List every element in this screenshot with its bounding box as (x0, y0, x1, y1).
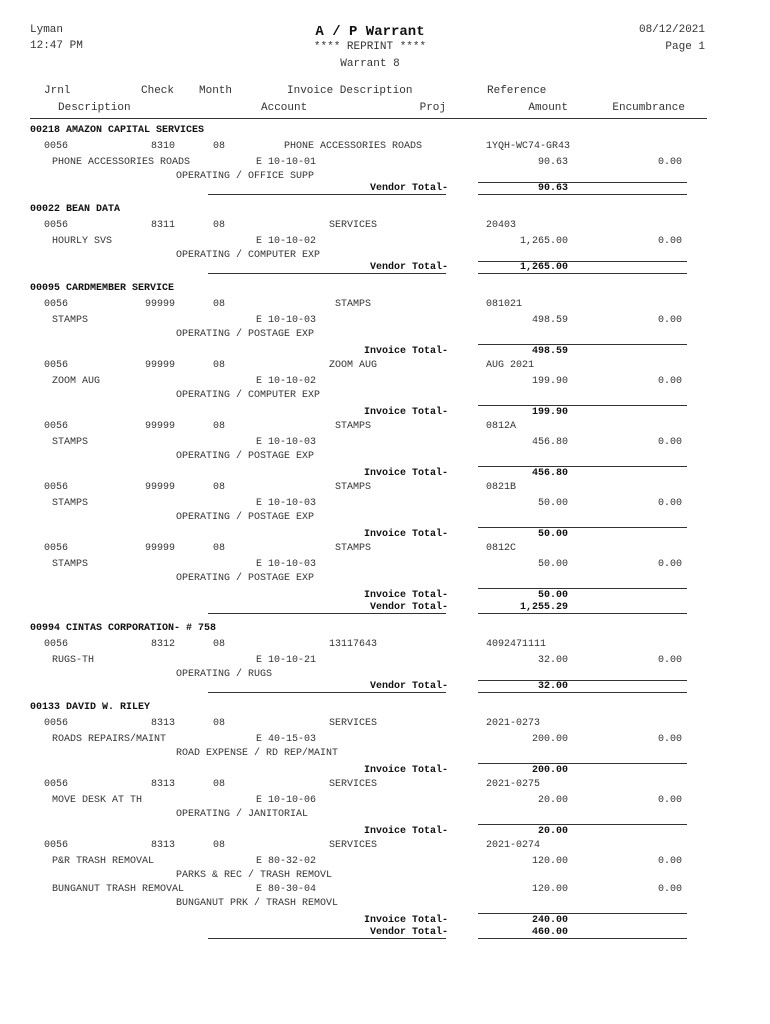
invoice-reference: 0821B (486, 482, 517, 493)
vendor-total-amount: 90.63 (537, 183, 568, 194)
line-amount: 90.63 (537, 157, 568, 168)
line-account: E 10-10-01 (256, 157, 317, 168)
invoice-month: 08 (213, 639, 226, 650)
invoice-month: 08 (213, 220, 226, 231)
col-description: Description (58, 102, 131, 114)
invoice-check: 8313 (150, 779, 175, 790)
invoice-total-label: Invoice Total- (363, 590, 448, 601)
invoice-month: 08 (213, 360, 226, 371)
invoice-jrnl: 0056 (44, 299, 69, 310)
line-amount: 199.90 (531, 376, 568, 387)
invoice-jrnl: 0056 (44, 360, 69, 371)
line-encumbrance: 0.00 (657, 498, 682, 509)
line-account-description: BUNGANUT PRK / TRASH REMOVL (176, 898, 339, 909)
line-description: STAMPS (52, 437, 89, 448)
invoice-total-label: Invoice Total- (363, 915, 448, 926)
vendor-name: 00095 CARDMEMBER SERVICE (30, 283, 175, 294)
vendor-total-amount: 1,255.29 (519, 602, 568, 613)
invoice-total-label: Invoice Total- (363, 765, 448, 776)
invoice-month: 08 (213, 543, 226, 554)
line-description: P&R TRASH REMOVAL (52, 856, 155, 867)
line-account: E 40-15-03 (256, 734, 317, 745)
invoice-check: 8310 (150, 141, 175, 152)
line-amount: 20.00 (537, 795, 568, 806)
invoice-total-divider (478, 913, 687, 914)
header-divider (30, 118, 707, 119)
invoice-description: STAMPS (334, 482, 371, 493)
line-encumbrance: 0.00 (657, 437, 682, 448)
invoice-total-label: Invoice Total- (363, 407, 448, 418)
line-encumbrance: 0.00 (657, 157, 682, 168)
line-encumbrance: 0.00 (657, 559, 682, 570)
invoice-month: 08 (213, 299, 226, 310)
invoice-total-divider (478, 466, 687, 467)
invoice-description: SERVICES (328, 220, 377, 231)
invoice-month: 08 (213, 421, 226, 432)
col-month: Month (199, 85, 233, 97)
invoice-description: ZOOM AUG (328, 360, 377, 371)
print-time: 12:47 PM (30, 40, 83, 52)
invoice-total-amount: 456.80 (531, 468, 568, 479)
line-encumbrance: 0.00 (657, 795, 682, 806)
invoice-month: 08 (213, 718, 226, 729)
col-amount: Amount (528, 102, 568, 114)
line-encumbrance: 0.00 (657, 376, 682, 387)
line-account-description: OPERATING / POSTAGE EXP (176, 451, 315, 462)
invoice-check: 99999 (144, 360, 175, 371)
invoice-jrnl: 0056 (44, 141, 69, 152)
vendor-name: 00133 DAVID W. RILEY (30, 702, 151, 713)
invoice-reference: 20403 (486, 220, 517, 231)
line-encumbrance: 0.00 (657, 884, 682, 895)
line-description: STAMPS (52, 559, 89, 570)
col-proj: Proj (419, 102, 446, 114)
line-description: HOURLY SVS (52, 236, 113, 247)
line-description: ZOOM AUG (52, 376, 101, 387)
report-title: A / P Warrant (315, 24, 425, 40)
line-amount: 50.00 (537, 498, 568, 509)
line-account-description: OPERATING / JANITORIAL (176, 809, 309, 820)
vendor-total-label: Vendor Total- (369, 681, 448, 692)
invoice-description: SERVICES (328, 718, 377, 729)
line-account: E 10-10-06 (256, 795, 317, 806)
invoice-reference: 0812C (486, 543, 517, 554)
page-number: Page 1 (665, 41, 705, 53)
line-account: E 10-10-21 (256, 655, 317, 666)
invoice-total-label: Invoice Total- (363, 529, 448, 540)
invoice-reference: 2021-0274 (486, 840, 541, 851)
line-encumbrance: 0.00 (657, 315, 682, 326)
invoice-jrnl: 0056 (44, 543, 69, 554)
invoice-check: 99999 (144, 482, 175, 493)
invoice-jrnl: 0056 (44, 421, 69, 432)
invoice-total-divider (478, 344, 687, 345)
line-account: E 10-10-03 (256, 498, 317, 509)
invoice-check: 8311 (150, 220, 175, 231)
line-encumbrance: 0.00 (657, 734, 682, 745)
invoice-reference: AUG 2021 (486, 360, 535, 371)
line-amount: 1,265.00 (519, 236, 568, 247)
vendor-name: 00022 BEAN DATA (30, 204, 121, 215)
invoice-description: PHONE ACCESSORIES ROADS (283, 141, 423, 152)
line-description: RUGS-TH (52, 655, 95, 666)
line-account: E 10-10-03 (256, 559, 317, 570)
invoice-check: 8313 (150, 718, 175, 729)
invoice-description: STAMPS (334, 421, 371, 432)
invoice-reference: 4092471111 (486, 639, 547, 650)
vendor-total-amount: 1,265.00 (519, 262, 568, 273)
vendor-name: 00218 AMAZON CAPITAL SERVICES (30, 125, 205, 136)
line-amount: 120.00 (531, 856, 568, 867)
col-encumbrance: Encumbrance (612, 102, 685, 114)
invoice-month: 08 (213, 779, 226, 790)
vendor-total-label: Vendor Total- (369, 183, 448, 194)
invoice-jrnl: 0056 (44, 718, 69, 729)
line-account-description: OPERATING / OFFICE SUPP (176, 171, 315, 182)
invoice-month: 08 (213, 482, 226, 493)
invoice-total-amount: 199.90 (531, 407, 568, 418)
line-amount: 456.80 (531, 437, 568, 448)
invoice-description: SERVICES (328, 779, 377, 790)
line-account: E 10-10-02 (256, 376, 317, 387)
invoice-reference: 0812A (486, 421, 517, 432)
invoice-total-divider (478, 405, 687, 406)
invoice-reference: 1YQH-WC74-GR43 (486, 141, 571, 152)
line-account: E 10-10-02 (256, 236, 317, 247)
vendor-total-label: Vendor Total- (369, 602, 448, 613)
vendor-total-amount: 32.00 (537, 681, 568, 692)
line-account-description: PARKS & REC / TRASH REMOVL (176, 870, 333, 881)
invoice-reference: 2021-0275 (486, 779, 541, 790)
invoice-total-divider (478, 588, 687, 589)
invoice-total-label: Invoice Total- (363, 468, 448, 479)
invoice-total-amount: 20.00 (537, 826, 568, 837)
invoice-check: 8312 (150, 639, 175, 650)
col-jrnl: Jrnl (44, 85, 71, 97)
line-encumbrance: 0.00 (657, 856, 682, 867)
line-description: ROADS REPAIRS/MAINT (52, 734, 167, 745)
town-name: Lyman (30, 24, 64, 36)
report-date: 08/12/2021 (638, 24, 705, 36)
invoice-check: 99999 (144, 421, 175, 432)
line-description: STAMPS (52, 315, 89, 326)
line-account-description: OPERATING / POSTAGE EXP (176, 329, 315, 340)
invoice-jrnl: 0056 (44, 639, 69, 650)
invoice-check: 99999 (144, 299, 175, 310)
reprint-label: **** REPRINT **** (313, 41, 427, 53)
col-account: Account (261, 102, 308, 114)
line-amount: 120.00 (531, 884, 568, 895)
col-check: Check (141, 85, 175, 97)
line-encumbrance: 0.00 (657, 655, 682, 666)
vendor-total-amount: 460.00 (531, 927, 568, 938)
invoice-month: 08 (213, 840, 226, 851)
invoice-jrnl: 0056 (44, 779, 69, 790)
line-encumbrance: 0.00 (657, 236, 682, 247)
vendor-total-label: Vendor Total- (369, 262, 448, 273)
line-account-description: OPERATING / COMPUTER EXP (176, 250, 321, 261)
invoice-total-divider (478, 763, 687, 764)
invoice-total-amount: 50.00 (537, 529, 568, 540)
line-account-description: OPERATING / RUGS (176, 669, 273, 680)
invoice-jrnl: 0056 (44, 220, 69, 231)
invoice-total-label: Invoice Total- (363, 346, 448, 357)
line-account: E 80-32-02 (256, 856, 317, 867)
invoice-description: SERVICES (328, 840, 377, 851)
line-account-description: ROAD EXPENSE / RD REP/MAINT (176, 748, 339, 759)
col-invoice-description: Invoice Description (287, 85, 413, 97)
invoice-month: 08 (213, 141, 226, 152)
vendor-total-label: Vendor Total- (369, 927, 448, 938)
line-description: PHONE ACCESSORIES ROADS (52, 157, 191, 168)
line-account: E 10-10-03 (256, 437, 317, 448)
line-account-description: OPERATING / POSTAGE EXP (176, 512, 315, 523)
line-description: STAMPS (52, 498, 89, 509)
warrant-number: Warrant 8 (340, 58, 400, 70)
invoice-description: 13117643 (328, 639, 377, 650)
line-account-description: OPERATING / POSTAGE EXP (176, 573, 315, 584)
invoice-reference: 081021 (486, 299, 523, 310)
line-description: MOVE DESK AT TH (52, 795, 143, 806)
line-account: E 10-10-03 (256, 315, 317, 326)
invoice-jrnl: 0056 (44, 482, 69, 493)
invoice-total-amount: 498.59 (531, 346, 568, 357)
line-amount: 498.59 (531, 315, 568, 326)
line-amount: 200.00 (531, 734, 568, 745)
invoice-check: 99999 (144, 543, 175, 554)
invoice-check: 8313 (150, 840, 175, 851)
invoice-description: STAMPS (334, 299, 371, 310)
invoice-total-amount: 240.00 (531, 915, 568, 926)
invoice-total-divider (478, 527, 687, 528)
invoice-reference: 2021-0273 (486, 718, 541, 729)
invoice-jrnl: 0056 (44, 840, 69, 851)
line-account-description: OPERATING / COMPUTER EXP (176, 390, 321, 401)
invoice-total-amount: 50.00 (537, 590, 568, 601)
invoice-description: STAMPS (334, 543, 371, 554)
invoice-total-divider (478, 824, 687, 825)
vendor-name: 00994 CINTAS CORPORATION- # 758 (30, 623, 217, 634)
line-amount: 32.00 (537, 655, 568, 666)
line-account: E 80-30-04 (256, 884, 317, 895)
line-amount: 50.00 (537, 559, 568, 570)
col-reference: Reference (487, 85, 547, 97)
invoice-total-amount: 200.00 (531, 765, 568, 776)
invoice-total-label: Invoice Total- (363, 826, 448, 837)
line-description: BUNGANUT TRASH REMOVAL (52, 884, 185, 895)
